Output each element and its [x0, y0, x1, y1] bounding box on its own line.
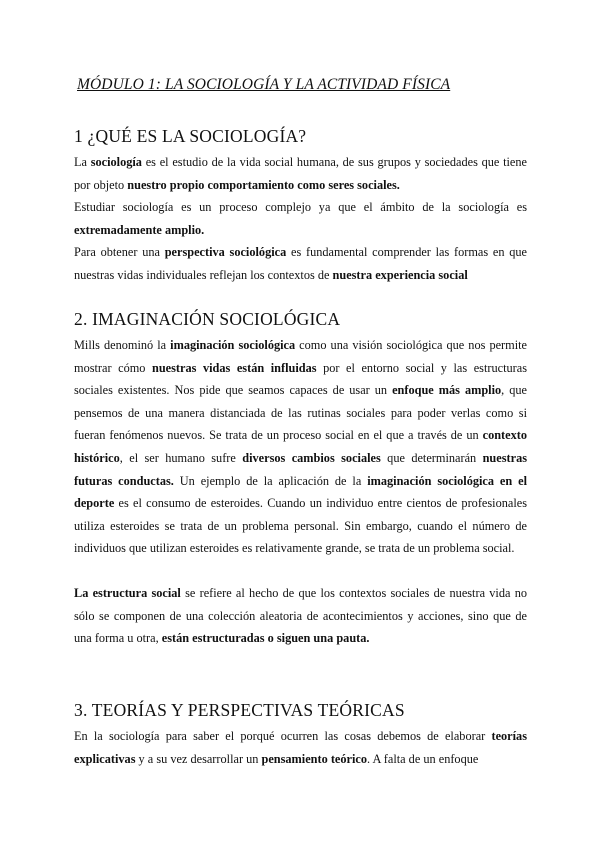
paragraph: Para obtener una perspectiva sociológica es fundamental comprender las formas en que nuestras vidas individuales reflejan los contextos de nuestra experiencia social [74, 245, 528, 282]
section-2-body [74, 334, 527, 650]
section-heading-1: 1 ¿QUÉ ES LA SOCIOLOGÍA? [74, 126, 307, 146]
paragraph: En la sociología para saber el porqué ocurren las cosas debemos de elaborar teorías explicativas y a su vez desarrollar un pensamiento teórico. A falta de un enfoque [74, 729, 527, 766]
section-heading-2: 2. IMAGINACIÓN SOCIOLÓGICA [74, 309, 341, 329]
document-title: MÓDULO 1: LA SOCIOLOGÍA Y LA ACTIVIDAD FÍSICA [77, 76, 451, 93]
paragraph: La estructura social se refiere al hecho de que los contextos sociales de nuestra vida no sólo se componen de una colección aleatoria de acontecimientos y acciones, sino que de una forma u otra, están estructuradas o siguen una pauta. [74, 585, 527, 646]
paragraph: La sociología es el estudio de la vida social humana, de sus grupos y sociedades que tiene por objeto nuestro propio comportamiento como seres sociales. [74, 155, 527, 192]
section-1-body [74, 151, 527, 287]
section-heading-3: 3. TEORÍAS Y PERSPECTIVAS TEÓRICAS [74, 700, 405, 720]
section-3-body [74, 725, 527, 770]
paragraph: Estudiar sociología es un proceso complejo ya que el ámbito de la sociología es extremadamente amplio. [74, 200, 527, 237]
paragraph: Mills denominó la imaginación sociológica como una visión sociológica que nos permite mostrar cómo nuestras vidas están influidas por el entorno social y las estructuras sociales existentes. Nos pide que seamos capaces de usar un enfoque más amplio, que pensemos de una manera distanciada de las rutinas sociales para poder verlas como si fueran fenómenos nuevos. Se trata de un proceso social en el que a través de un contexto histórico, el ser humano sufre diversos cambios sociales que determinarán nuestras futuras conductas. Un ejemplo de la aplicación de la imaginación sociológica en el deporte es el consumo de esteroides. Cuando un individuo entre cientos de profesionales utiliza esteroides se trata de un problema personal. Sin embargo, cuando el número de individuos que utilizan esteroides es relativamente grande, se trata de un problema social. [74, 338, 528, 556]
